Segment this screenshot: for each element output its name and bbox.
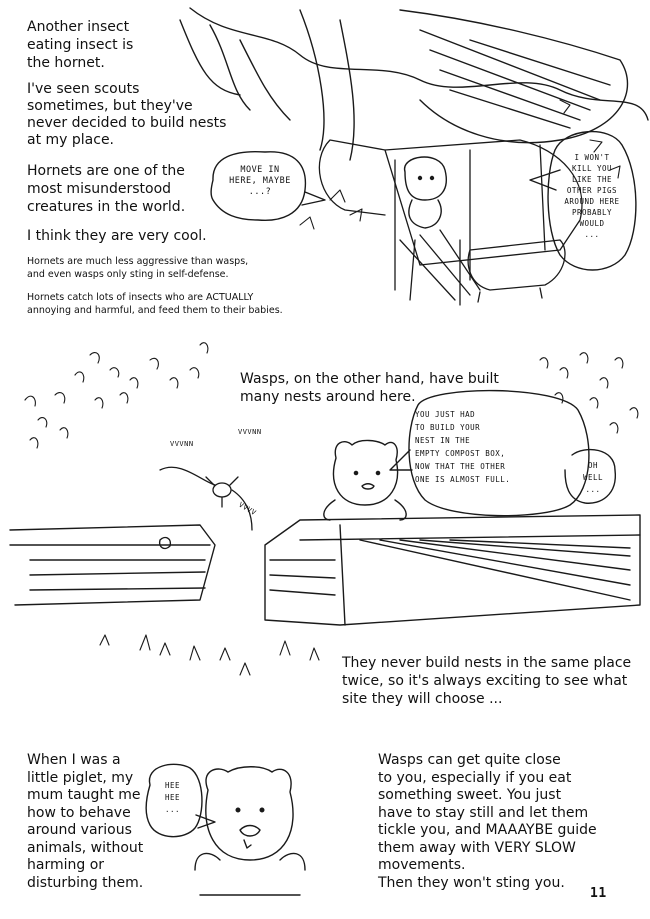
panel2-bottom-caption [342, 654, 631, 708]
text-line: around various [27, 822, 132, 838]
text-line: animals, without [27, 839, 144, 856]
tree-canopy-drawing [180, 8, 648, 160]
buzz-sound-1: VVVNN [170, 440, 194, 448]
buzz-sound-3: VVVV [237, 500, 258, 518]
buzz-sound-2: VVVNN [238, 428, 262, 436]
text-line: They never build nests in the same place [342, 655, 632, 671]
text-line: have to stay still and let them [378, 804, 589, 821]
bubble-line: PROBABLY [571, 208, 613, 217]
text-line: When I was a [27, 752, 121, 768]
bubble-line: OH [587, 461, 599, 470]
text-line: at my place. [27, 132, 115, 148]
speech-bubble-bottom [150, 780, 195, 816]
wasp-drawing [160, 467, 252, 530]
bubble-line: YOU JUST HAD [415, 410, 476, 419]
panel1-catch [27, 291, 283, 317]
text-line: harming or [27, 857, 105, 873]
panel3-right-text [378, 752, 597, 892]
text-line: site they will choose ... [342, 691, 503, 707]
text-line: and even wasps only sting in self-defense. [27, 269, 229, 280]
text-line: creatures in the world. [27, 199, 186, 215]
bubble-line: HERE, MAYBE [229, 176, 291, 186]
bubble-line: I WON'T [574, 153, 610, 162]
bubble-line: NEST IN THE [415, 436, 471, 445]
text-line: tickle you, and MAAAYBE guide [378, 822, 597, 838]
text-line: Hornets catch lots of insects who are ACTUALLY [27, 292, 254, 303]
text-line: Another insect [27, 19, 130, 35]
text-line: disturbing them. [27, 874, 144, 891]
bubble-line: EMPTY COMPOST BOX, [415, 449, 506, 458]
text-line: mum taught me [27, 787, 141, 803]
page-number: 11 [590, 886, 607, 901]
text-line: Wasps, on the other hand, have built [240, 371, 499, 387]
text-line: never decided to build nests [27, 115, 227, 131]
bubble-line: ... [585, 485, 601, 494]
text-line: the hornet. [27, 55, 105, 71]
bubble-line: WOULD [579, 219, 605, 228]
text-line: Hornets are much less aggressive than wasps, [27, 256, 249, 267]
panel3-left-text [27, 752, 143, 892]
text-line: movements. [378, 857, 466, 873]
text-line: twice, so it's always exciting to see what [342, 673, 628, 689]
bubble-line: WELL [582, 473, 604, 482]
bubble-line: LIKE THE [571, 175, 613, 184]
text-line: to you, especially if you eat [378, 769, 572, 786]
text-line: most misunderstood [27, 181, 172, 197]
panel1-intro [27, 18, 133, 72]
compost-boxes-drawing [10, 515, 640, 625]
speech-bubble-small [575, 460, 611, 496]
bubble-line: NOW THAT THE OTHER [415, 462, 506, 471]
text-line: Wasps can get quite close [378, 752, 561, 768]
hornet-nest-drawing [319, 140, 582, 305]
speech-bubble-right [553, 152, 631, 240]
panel2-caption [240, 370, 499, 406]
text-line: I think they are very cool. [27, 228, 207, 244]
panel1-scouts [27, 81, 226, 149]
bubble-line: OTHER PIGS [566, 186, 618, 195]
text-line: sometimes, but they've [27, 98, 193, 114]
pig-character-bottom [195, 767, 305, 895]
speech-bubble-left [222, 165, 298, 198]
panel1-misunderstood [27, 162, 185, 216]
panel1-aggressive [27, 255, 248, 281]
text-line: them away with VERY SLOW [378, 839, 576, 856]
text-line: annoying and harmful, and feed them to their babies. [27, 305, 283, 316]
bubble-line: ... [584, 230, 600, 239]
pig-character-middle [324, 440, 406, 520]
text-line: eating insect is [27, 37, 134, 53]
bubble-line: MOVE IN [240, 165, 280, 175]
bubble-line: ONE IS ALMOST FULL. [415, 475, 511, 484]
bubble-line: TO BUILD YOUR [415, 423, 481, 432]
grass-drawing [100, 635, 319, 675]
bush-left-drawing [25, 343, 208, 448]
text-line: many nests around here. [240, 389, 416, 405]
panel1-cool [27, 227, 207, 245]
text-line: Then they won't sting you. [378, 874, 565, 891]
bathtub-drawing [468, 240, 565, 302]
bubble-line: ...? [248, 187, 272, 197]
bubble-line: KILL YOU [571, 164, 613, 173]
bubble-line: HEE [164, 781, 181, 790]
bubble-line: AROUND HERE [564, 197, 620, 206]
text-line: I've seen scouts [27, 81, 140, 97]
text-line: something sweet. You just [378, 787, 562, 803]
bubble-line: HEE [164, 793, 181, 802]
text-line: Hornets are one of the [27, 163, 185, 179]
text-line: little piglet, my [27, 769, 134, 786]
text-line: how to behave [27, 804, 131, 821]
speech-bubble-main [415, 408, 580, 486]
bubble-line: ... [164, 805, 181, 814]
pig-character-top [405, 157, 447, 228]
